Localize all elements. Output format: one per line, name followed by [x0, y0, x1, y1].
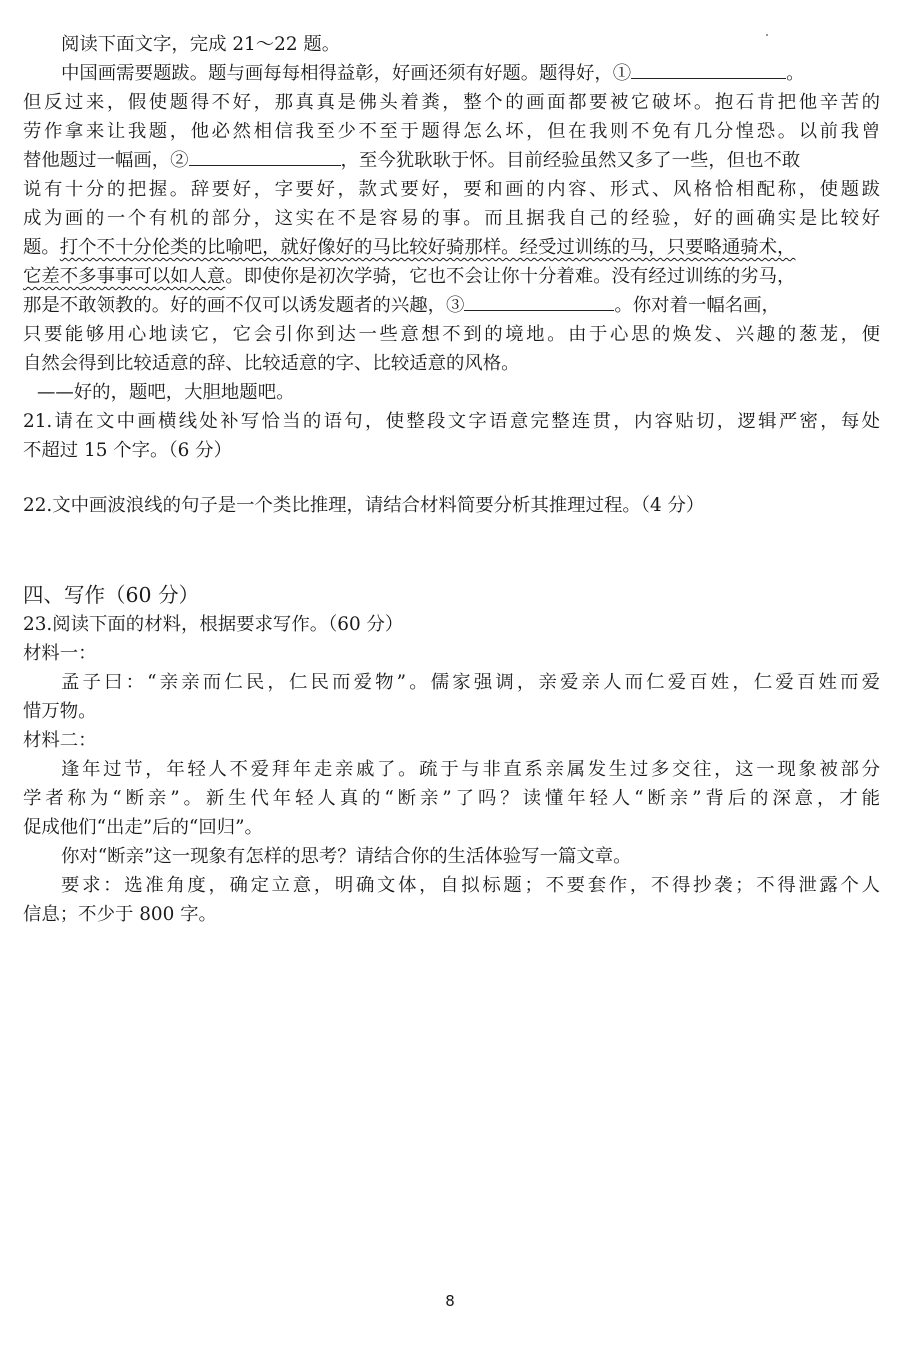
passage-line-7: 题。打个不十分伦类的比喻吧，就好像好的马比较好骑那样。经受过训练的马，只要略通骑术，: [23, 237, 796, 258]
answer-blank-3: [464, 292, 614, 311]
passage-line-2: 但反过来，假使题得不好，那真真是佛头着粪，整个的画面都要被它破坏。抱石肯把他辛苦的: [23, 92, 880, 113]
material-2-label: 材料二：: [23, 730, 97, 751]
passage-line-10: 只要能够用心地读它，它会引你到达一些意想不到的境地。由于心思的焕发、兴趣的葱茏，便: [23, 324, 880, 345]
material-1-line-1: 孟子曰：“亲亲而仁民，仁民而爱物”。儒家强调，亲爱亲人而仁爱百姓，仁爱百姓而爱: [61, 672, 880, 693]
answer-blank-2: [189, 147, 341, 166]
question-23: 23.阅读下面的材料，根据要求写作。（60 分）: [23, 614, 404, 635]
passage-line-5: 说有十分的把握。辞要好，字要好，款式要好，要和画的内容、形式、风格恰相配称，使题跋: [23, 179, 880, 200]
writing-requirements-line-1: 要求：选准角度，确定立意，明确文体，自拟标题；不要套作，不得抄袭；不得泄露个人: [61, 875, 880, 896]
passage-line-4: 替他题过一幅画，② ，至今犹耿耿于怀。目前经验虽然又多了一些，但也不敢: [23, 146, 880, 175]
question-22: 22.文中画波浪线的句子是一个类比推理，请结合材料简要分析其推理过程。（4 分）: [23, 495, 705, 516]
exam-page: [23, 30, 880, 929]
answer-blank-1: [631, 60, 786, 79]
wavy-underlined-sentence-end: 它差不多事事可以如人意: [23, 266, 226, 287]
passage-line-1: 中国画需要题跋。题与画每每相得益彰，好画还须有好题。题得好，① 。: [23, 59, 880, 88]
material-2-line-3: 促成他们“出走”后的“回归”。: [23, 817, 263, 838]
question-21-line-2: 不超过 15 个字。（6 分）: [23, 440, 232, 461]
passage-line-12: ——好的，题吧，大胆地题吧。: [37, 382, 295, 403]
wavy-underlined-sentence: 打个不十分伦类的比喻吧，就好像好的马比较好骑那样。经受过训练的马，只要略通骑术，: [59, 237, 796, 258]
material-1-line-2: 惜万物。: [23, 701, 97, 722]
passage-line-11: 自然会得到比较适意的辞、比较适意的字、比较适意的风格。: [23, 353, 520, 374]
writing-prompt: 你对“断亲”这一现象有怎样的思考？请结合你的生活体验写一篇文章。: [61, 846, 632, 867]
material-1-label: 材料一：: [23, 643, 97, 664]
material-2-line-1: 逢年过节，年轻人不爱拜年走亲戚了。疏于与非直系亲属发生过多交往，这一现象被部分: [61, 759, 880, 780]
section-4-title: 四、写作（60 分）: [23, 583, 200, 607]
passage-line-3: 劳作拿来让我题，他必然相信我至少不至于题得怎么坏，但在我则不免有几分惶恐。以前我曾: [23, 121, 880, 142]
passage-line-9: 那是不敢领教的。好的画不仅可以诱发题者的兴趣，③ 。你对着一幅名画，: [23, 291, 880, 320]
writing-requirements-line-2: 信息；不少于 800 字。: [23, 904, 217, 925]
page-number: 8: [445, 1292, 455, 1310]
passage-line-6: 成为画的一个有机的部分，这实在不是容易的事。而且据我自己的经验，好的画确实是比较好: [23, 208, 880, 229]
material-2-line-2: 学者称为“断亲”。新生代年轻人真的“断亲”了吗？读懂年轻人“断亲”背后的深意，才能: [23, 788, 880, 809]
question-21-line-1: 21.请在文中画横线处补写恰当的语句，使整段文字语意完整连贯，内容贴切，逻辑严密，每处: [23, 411, 880, 432]
passage-line-8: 它差不多事事可以如人意。即使你是初次学骑，它也不会让你十分着难。没有经过训练的劣马，: [23, 266, 796, 287]
passage-intro: 阅读下面文字，完成 21～22 题。: [61, 34, 341, 55]
